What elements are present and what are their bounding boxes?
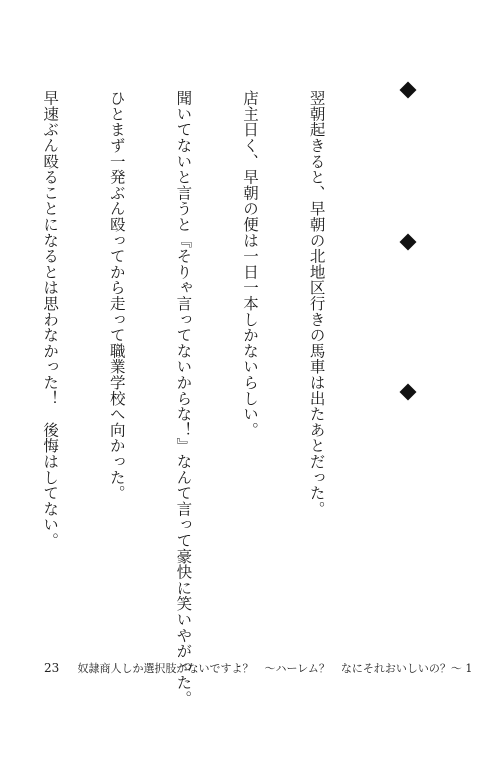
running-title: 奴隷商人しか選択肢がないですよ？ ～ハーレム？ なにそれおいしいの？～ 1 <box>77 662 473 675</box>
text-line: 翌朝起きると、早朝の北地区行きの馬車は出たあとだった。 <box>307 90 326 517</box>
margin-diamond-marker <box>400 82 417 99</box>
text-line: 店主日く、早朝の便は一日一本しかないらしい。 <box>240 90 259 438</box>
text-line: ひとまず一発ぶん殴ってから走って職業学校へ向かった。 <box>107 90 126 501</box>
page-number: 23 <box>44 661 60 675</box>
text-line: 早速ぶん殴ることになるとは思わなかった！ 後悔はしてない。 <box>41 90 60 549</box>
text-line: 聞いてないと言うと『そりゃ言ってないからな！』なんて言って豪快に笑いやがった。 <box>174 90 193 707</box>
page-footer <box>44 660 472 676</box>
margin-diamond-marker <box>400 384 417 401</box>
margin-diamond-marker <box>400 234 417 251</box>
